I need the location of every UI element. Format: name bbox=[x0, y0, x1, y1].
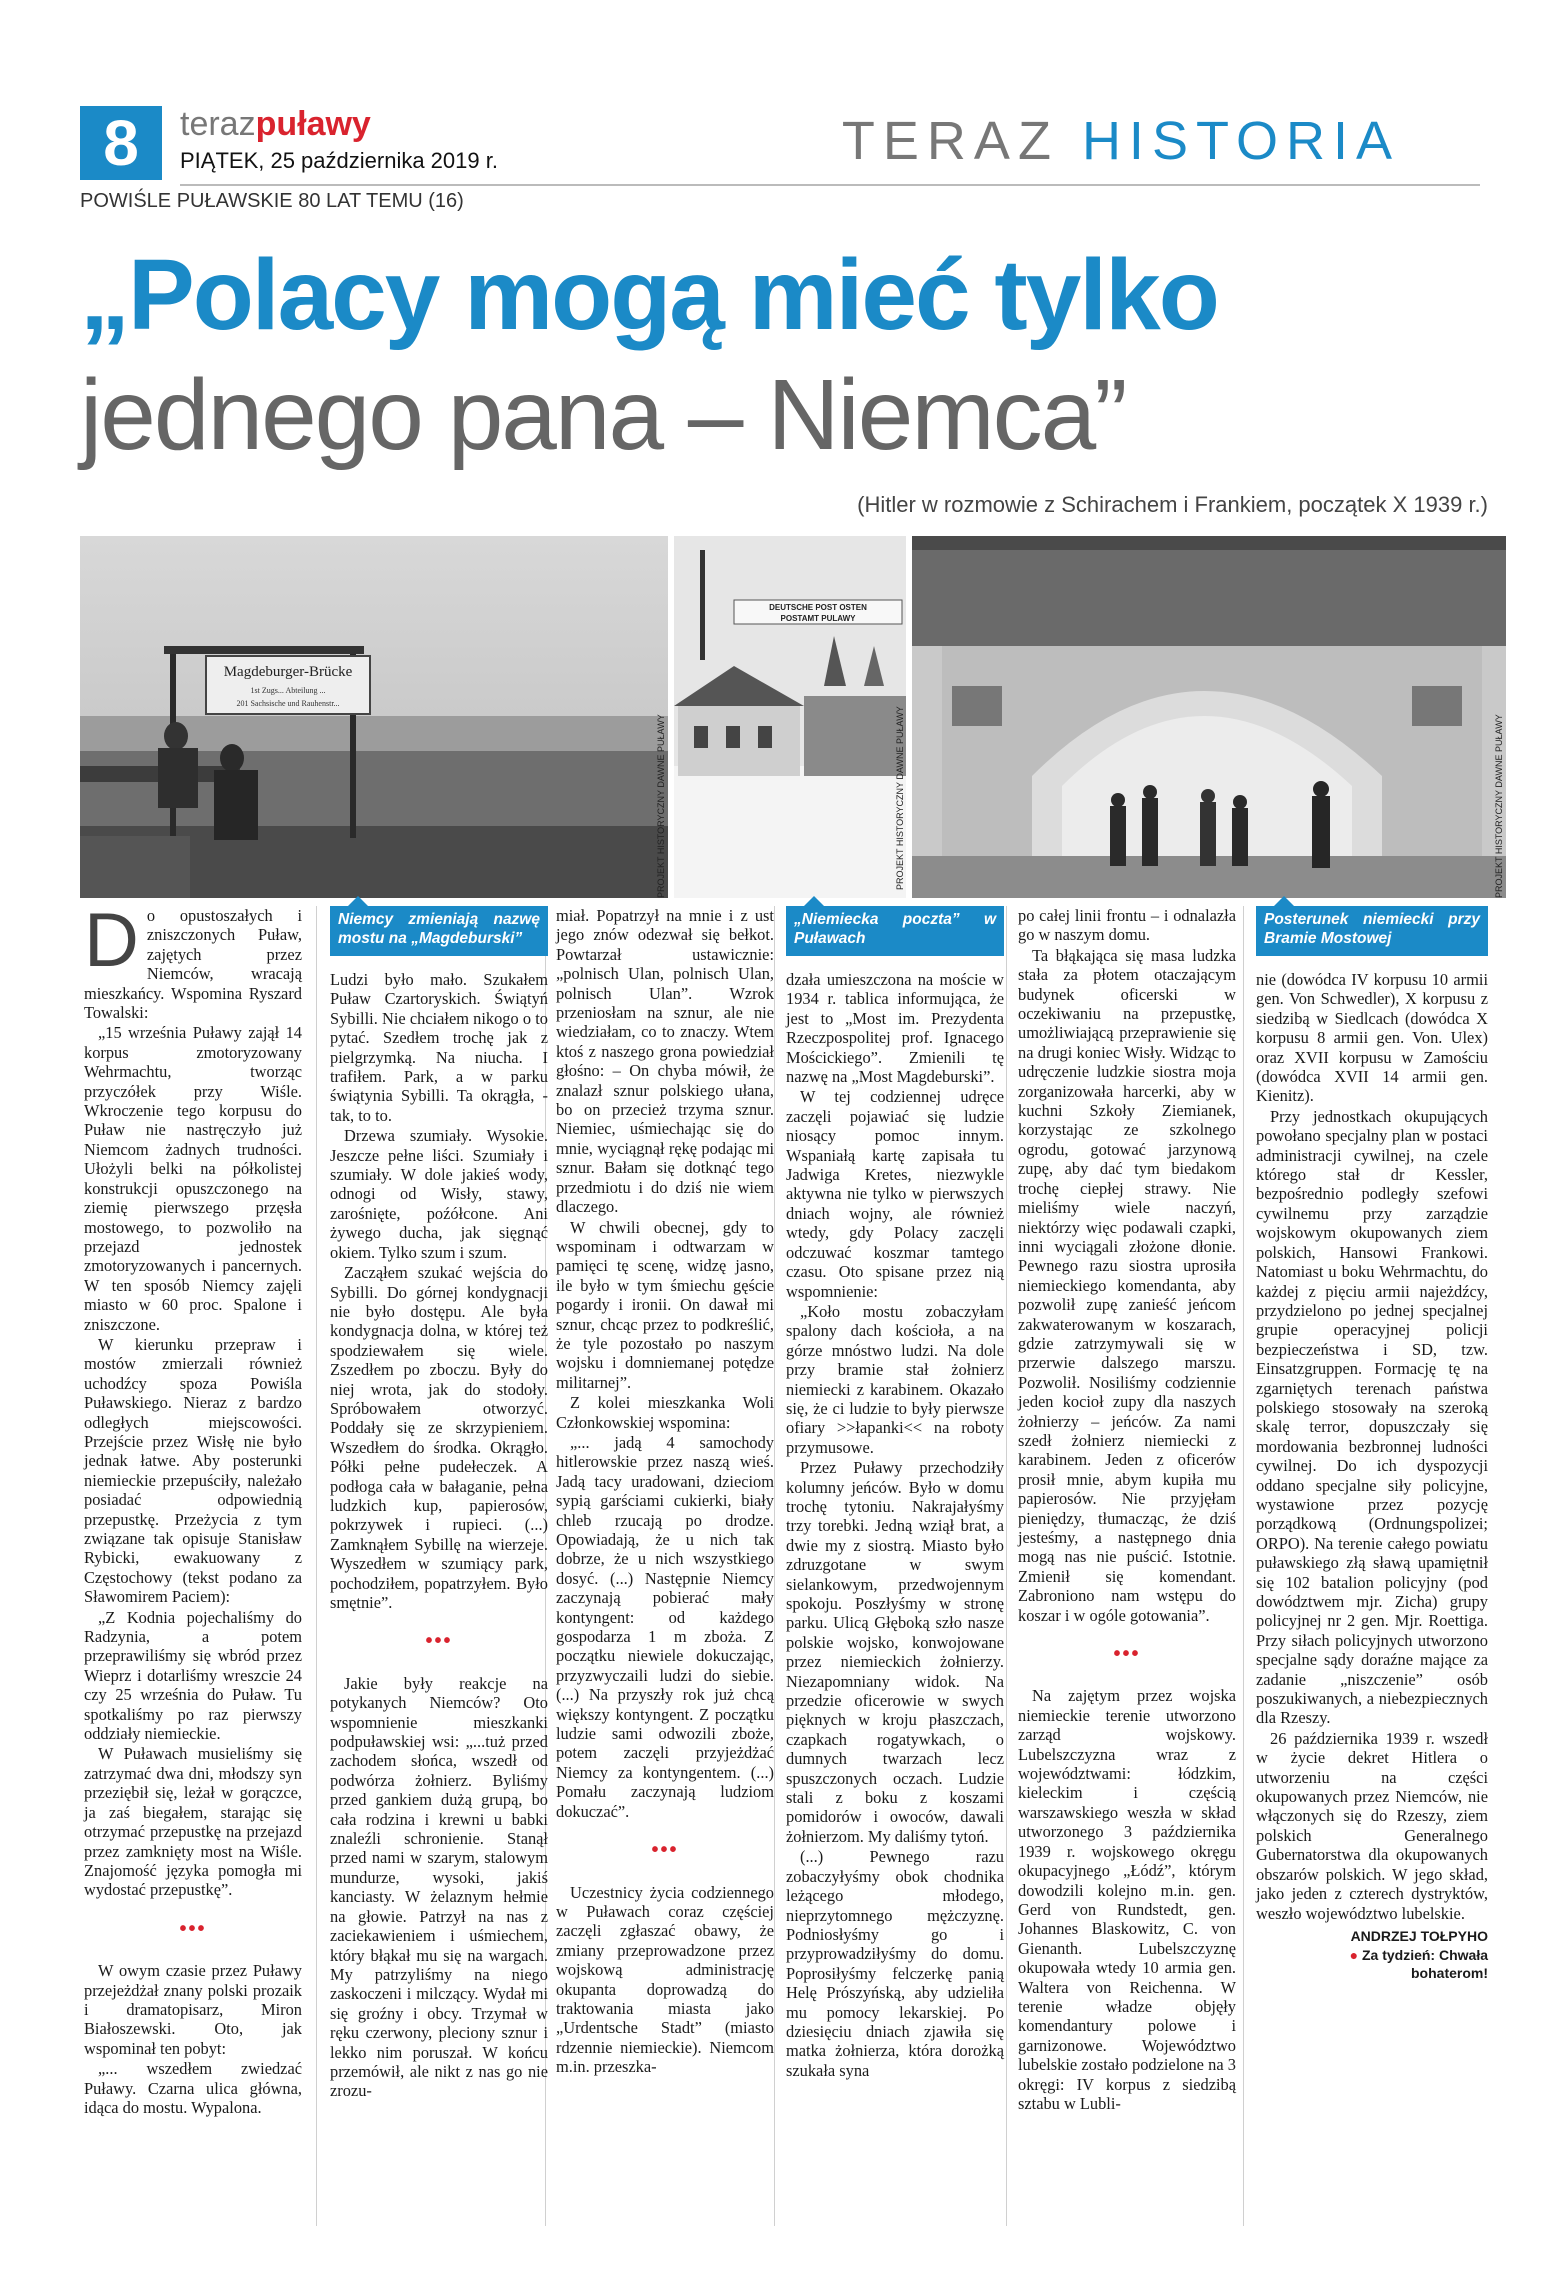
section-separator: ••• bbox=[651, 1839, 679, 1862]
article-paragraph: W kierunku przepraw i mostów zmierzali również uchodźcy spoza Powiśla Puławskiego. Nieraz z bardzo odległych miejscowości. Przejście przez Wisłę nie było jednak łatwe. Aby posterunki niemieckie przepuściły, należało posiadać odpowiednią przepustkę. Przeżycia z tym związane tak opisuje Stanisław Rybicki, ewakuowany z Częstochowy (tekst podano za Sławomirem Paciem): bbox=[84, 1334, 302, 1607]
article-paragraph: Ludzi było mało. Szukałem Puław Czartoryskich. Świątyń Sybilli. Nie chciałem nikogo o to pytać. Szedłem trochę jak z pielgrzymką. Na niucha. I trafiłem. Park, a w parku świątynia Sybilli. Ta okrągła, - tak, to to. bbox=[330, 970, 548, 1125]
article-paragraph: „... wszedłem zwiedzać Puławy. Czarna ulica główna, idąca do mostu. Wypalona. bbox=[84, 2059, 302, 2117]
article-paragraph: Przy jednostkach okupujących powołano specjalny plan w postaci administracji cywilnej, na czele którego stał dr Kessler, bezpośrednio podległy szefowi cywilnemu przy zarządzie wojskowym okupowanych ziem polskich, Hansowi Frankowi. Natomiast u boku Wehrmachtu, do każdej z pięciu armii najeżdźcy, przydzielono po jednej specjalnej grupie operacyjnej policji bezpieczeństwa i SD, tzw. Einsatzgruppen. Formację tę na zgarniętych terenach państwa polskiego stosowały na szeroką skalę terror, dopuszczały się mordowania bezbronnej ludności cywilnej. Do ich dyspozycji oddano specjalne siły policyjne, wystawione przez pozycję porządkową (Ordnungspolizei; ORPO). Na terenie całego powiatu puławskiego złą sławą upamiętnił się 102 batalion policyjny (pod dowództwem mjr. Zicha) grupy policyjnej nr 2 gen. Mjr. Roettiga. Przy siłach policyjnych utworzono specjalne sądy doraźne mające za zadanie „niszczenie” osób poszukiwanych, a niebezpiecznych dla Rzeszy. bbox=[1256, 1106, 1488, 1728]
article-paragraph: (...) Pewnego razu zobaczyłyśmy obok chodnika leżącego młodego, nieprzytomnego mężczyznę. Podniosłyśmy go i przyprowadziłyśmy do domu. Poprosiłyśmy felczerkę panią Helę Prószyńską, aby udzieliła mu pomocy lekarskiej. Po dziesięciu dniach zjawiła się matka żołnierza, która dorożką szukała syna bbox=[786, 1847, 1004, 2080]
section-title-highlight: HISTORIA bbox=[1081, 111, 1400, 171]
photo-credit-2: PROJEKT HISTORYCZNY DAWNE PUŁAWY bbox=[895, 706, 905, 890]
photo1-sign-line-1: 1st Zugs... Abteilung ... bbox=[250, 686, 326, 695]
article-column-3 bbox=[556, 906, 774, 2078]
photo2-banner-line-2: POSTAMT PULAWY bbox=[780, 614, 856, 623]
article-column-6 bbox=[1256, 906, 1488, 1982]
column-rule bbox=[1243, 906, 1244, 2226]
photo1-sign-title: Magdeburger-Brücke bbox=[223, 664, 353, 680]
next-week-line-1: Za tydzień: Chwała bbox=[1361, 1947, 1488, 1964]
article-paragraph: po całej linii frontu – i odnalazła go w naszym domu. bbox=[1018, 906, 1236, 945]
article-paragraph: Z kolei mieszkanka Woli Członkowskiej wspomina: bbox=[556, 1393, 774, 1432]
headline-line-2: jednego pana – Niemca” bbox=[80, 359, 1126, 471]
photo-caption-post: „Niemiecka poczta” w Puławach bbox=[786, 906, 1004, 956]
article-paragraph: W tej codziennej udręce zaczęli pojawiać się ludzie niosący pomoc innym. Wspaniałą kartę zapisała tu Jadwiga Kretes, niezwykle aktywna nie tylko w pierwszych dniach wojny, ale również wtedy, gdy Polacy zaczęli odczuwać koszmar tamtego czasu. Oto spisane przez nią wspomnienie: bbox=[786, 1087, 1004, 1301]
article-paragraph: Zacząłem szukać wejścia do Sybilli. Do górnej kondygnacji nie było dostępu. Ale była kondygnacja dolna, w której też spodziewałem się wiele. Zszedłem po zboczu. Były do niej wrota, jak do stodoły. Spróbowałem otworzyć. Poddały się ze skrzypieniem. Wszedłem do środka. Okrągło. Półki pełne pudełeczek. A podłoga cała w bałaganie, pełna ludzkich kup, papierosów, pokrzywek i rupieci. (...) Zamknąłem Sybillę na wierzeje. Wyszedłem w szumiący park, pochodziłem, popatrzyłem. Było smętnie”. bbox=[330, 1263, 548, 1612]
article-column-5 bbox=[1018, 906, 1236, 2114]
article-paragraph: dzała umieszczona na moście w 1934 r. tablica informująca, że jest to „Most im. Prezydenta Rzeczpospolitej prof. Ignacego Mościckiego”. Zmienili tę nazwę na „Most Magdeburski”. bbox=[786, 970, 1004, 1087]
brand-logo bbox=[180, 104, 371, 144]
next-week-teaser bbox=[1256, 1946, 1488, 1982]
headline-subtitle: (Hitler w rozmowie z Schirachem i Frankiem, początek X 1939 r.) bbox=[857, 492, 1488, 517]
photo2-banner-line-1: DEUTSCHE POST OSTEN bbox=[769, 603, 867, 612]
photo-german-post bbox=[674, 536, 906, 898]
photo-credit-3: PROJEKT HISTORYCZNY DAWNE PUŁAWY bbox=[1494, 714, 1504, 898]
photo-caption-gate: Posterunek niemiecki przy Bramie Mostowej bbox=[1256, 906, 1488, 956]
section-title-plain: TERAZ bbox=[841, 111, 1082, 171]
section-separator: ••• bbox=[1113, 1643, 1141, 1666]
article-paragraph: nie (dowódca IV korpusu 10 armii gen. Von Schwedler), X korpusu z siedzibą w Siedlcach (dowódca X korpusu 8 armii gen. Von. Ulex) oraz XVII korpusu w Zamościu (dowódca XVII 14 armii gen. Kienitz). bbox=[1256, 970, 1488, 1106]
article-paragraph: Na zajętym przez wojska niemieckie terenie utworzono zarząd wojskowy. Lubelszczyzna wraz z województwami: łódzkim, kieleckim i częścią warszawskiego weszła w skład utworzonego 3 października 1939 r. wojskowego okręgu okupacyjnego „Łódź”, którym dowodzili kolejno m.in. gen. Gerd von Rundstedt, gen. Johannes Blaskowitz, C. von Gienanth. Lubelszczyznę okupowała wtedy 10 armia gen. Waltera von Reichenna. W terenie władze objęły komendantury polowe i garnizonowe. Województwo lubelskie zostało podzielone na 3 okręgi: IV korpus z siedzibą sztabu w Lubli- bbox=[1018, 1686, 1236, 2113]
photo-bridge-gate bbox=[912, 536, 1506, 898]
photo-caption-bridge: Niemcy zmieniają nazwę mostu na „Magdeburski” bbox=[330, 906, 548, 956]
column-rule bbox=[316, 906, 317, 2226]
article-paragraph: „15 września Puławy zajął 14 korpus zmotoryzowany Wehrmachtu, tworząc przyczółek przy Wiśle. Wkroczenie tego korpusu do Puław nie nastręczyło już Niemcom żadnych trudności. Ułożyli belki na półkolistej konstrukcji opuszczonego na ziemię pierwszego przęsła mostowego, to pozwoliło na przejazd jednostek zmotoryzowanych i pancernych. W ten sposób Niemcy zajęli miasto w 60 proc. Spalone i zniszczone. bbox=[84, 1023, 302, 1334]
photo-credit-1: PROJEKT HISTORYCZNY DAWNE PUŁAWY bbox=[656, 714, 666, 898]
article-paragraph: „... jadą 4 samochody hitlerowskie przez naszą wieś. Jadą tacy uradowani, dzieciom sypią garściami cukierki, biały chleb rzucają po drodze. Opowiadają, że u nich tak dobrze, że u nich wszystkiego dosyć. (...) Następnie Niemcy zaczynają pobierać mały kontyngent: od każdego gospodarza 1 m zboża. Z początku niewiele dokuczając, przyzwyczaili ludzi do siebie. (...) Na przyszły rok już chcą większy kontyngent. Z początku ludzie sami odwozili zboże, potem zaczęli przyjeżdżać Niemcy za kontyngentem. (...) Pomału zaczynają ludziom dokuczać”. bbox=[556, 1432, 774, 1821]
article-paragraph: 26 października 1939 r. wszedł w życie dekret Hitlera o utworzeniu na części okupowanych przez Niemców, nie włączonych się do Rzeszy, ziem polskich Generalnego Gubernatorstwa dla okupowanych obszarów polskich. W jego skład, jako jeden z czterech dystryktów, weszło województwo lubelskie. bbox=[1256, 1728, 1488, 1923]
article-paragraph: W Puławach musieliśmy się zatrzymać dwa dni, młodszy syn przeziębił się, leżał w gorączce, ja zaś biegałem, starając się otrzymać przepustkę na przejazd przez zamknięty most na Wiśle. Znajomość języka pomogła mi wydostać przepustkę”. bbox=[84, 1744, 302, 1900]
section-separator: ••• bbox=[179, 1917, 207, 1940]
next-week-line-2: bohaterom! bbox=[1411, 1965, 1488, 1982]
headline-line-1: „Polacy mogą mieć tylko bbox=[80, 239, 1218, 351]
article-paragraph: Uczestnicy życia codziennego w Puławach coraz częściej zaczęli zgłaszać obawy, że zmiany przeprowadzone przez wojskową administrację okupanta doprowadzą do traktowania miasta jako „Urdentsche Stadt” (miasto rdzennie niemieckie). Niemcom m.in. przeszka- bbox=[556, 1882, 774, 2077]
author-byline: ANDRZEJ TOŁPYHO bbox=[1350, 1927, 1488, 1944]
article-paragraph: Przez Puławy przechodziły kolumny jeńców. Było w domu trochę tytoniu. Nakrajałyśmy trzy torebki. Jedną wziął brat, a dwie my z siostrą. Miasto było zdruzgotane w swym sielankowym, przedwojennym spokoju. Poszłyśmy w stronę parku. Ulicą Głęboką szło nasze polskie wojsko, konwojowane przez niemieckich żołnierzy. Niezapomniany widok. Na przedzie oficerowie w swych pięknych w kroju płaszczach, czapkach rogatywkach, o dumnych twarzach lecz spuszczonych oczach. Ludzie stali z boku z koszami pomidorów i owoców, dawali żołnierzom. My daliśmy tytoń. bbox=[786, 1458, 1004, 1846]
header-rule bbox=[180, 184, 1480, 186]
article-paragraph bbox=[84, 898, 302, 1023]
brand-teraz: teraz bbox=[180, 105, 256, 143]
section-separator: ••• bbox=[425, 1630, 453, 1653]
article-paragraph: Drzewa szumiały. Wysokie. Jeszcze pełne liści. Szumiały i szumiały. W dole jakieś wody, odnogi od Wisły, stawy, zarośnięte, poźółcone. Ani żywego ducha, jak sięgnąć okiem. Tylko szum i szum. bbox=[330, 1126, 548, 1262]
article-paragraph: miał. Popatrzył na mnie i z ust jego znów odezwał się bełkot. Powtarzał ustawicznie: „polnisch Ulan, polnisch Ulan, polnisch Ulan”. Wzrok przeniosłam na sznur, ale nie wiedziałam, co to znaczy. Wtem ktoś z naszego grona powiedział głośno: – On chyba mówił, że znalazł sznur polskiego ułana, bo on przecież trzyma sznur. Niemiec, uśmiechając się do mnie, wyciągnął rękę podając mi sznur. Bałam się dotknąć tego przedmiotu i do dziś nie wiem dlaczego. bbox=[556, 906, 774, 1217]
issue-date: PIĄTEK, 25 października 2019 r. bbox=[180, 148, 498, 173]
page-number: 8 bbox=[80, 106, 162, 180]
article-paragraph: Jakie były reakcje na potykanych Niemców? Oto wspomnienie mieszkanki podpuławskiej wsi: „...tuż przed zachodem słońca, wszedł od podwórza żołnierz. Byliśmy przed gankiem dużą grupą, bo cała rodzina i krewni u babki znaleźli schronienie. Stanął przed nami w szarym, stalowym mundurze, wysoki, jakiś kanciasty. W żelaznym hełmie na głowie. Patrzył na nas z zaciekawieniem i uśmiechem, który błąkał mu się na wargach. My patrzyliśmy na niego zaskoczeni i milczący. Wydał mi się groźny i obcy. Trzymał w ręku czerwony, pleciony sznur i lekko nim poruszał. W końcu przemówił, ale nikt z nas go nie zrozu- bbox=[330, 1673, 548, 2101]
article-paragraph: W chwili obecnej, gdy to wspominam i odtwarzam w pamięci tę scenę, widzę jasno, ile było w tym śmiechu gęście pogardy i ironii. On dawał mi sznur, chcąc przez to podkreślić, że tyle pozostało po naszym wojsku i domniemanej potędze militarnej”. bbox=[556, 1217, 774, 1392]
photo-magdeburg-bridge bbox=[80, 536, 668, 898]
article-column-2 bbox=[330, 906, 548, 2102]
photo1-sign-line-2: 201 Sachsische und Rauhenstr... bbox=[236, 699, 340, 708]
page-header bbox=[80, 98, 1480, 178]
article-paragraph: Ta błąkająca się masa ludzka stała za płotem otaczającym budynek oficerski w oczekiwaniu na przepustkę, umożliwiającą przeprawienie się na drugi koniec Wisły. Widząc to udręczenie ludzkie siostra moja zorganizowała harcerki, aby w kuchni Szkoły Ziemianek, korzystając ze szkolnego ogrodu, gotować jarzynową zupę, aby dać tym biedakom trochę ciepłej strawy. Nie mieliśmy wiele naczyń, niektórzy więc podawali czapki, inni wyciągali złożone dłonie. Pewnego razu siostra uprosiła niemieckiego komendanta, aby pozwolił zupę zanieść jeńcom zakwaterowanym w koszarach, gdzie zatrzymywali się w przerwie dalszego marszu. Pozwolił. Nosiliśmy codziennie jeden kocioł zupy dla naszych żołnierzy – jeńców. Za nami szedł żołnierz niemiecki z karabinem. Jeden z oficerów prosił mnie, abym kupiła mu papierosów. Nie przyjęłam pieniędzy, tłumacząc, że dziś jesteśmy, a następnego dnia mogą nas nie puścić. Istotnie. Zmienił się komendant. Zabroniono nam wstępu do koszar i w ogóle gotowania”. bbox=[1018, 945, 1236, 1625]
article-column-4 bbox=[786, 906, 1004, 2081]
article-paragraph: „Z Kodnia pojechaliśmy do Radzynia, a potem przeprawiliśmy się wbród przez Wieprz i dotarliśmy wreszcie 24 czy 25 września do Puław. Tu spotkaliśmy po raz pierwszy oddziały niemieckie. bbox=[84, 1607, 302, 1744]
article-paragraph: W owym czasie przez Puławy przejeżdżał znany polski prozaik i dramatopisarz, Miron Białoszewski. Oto, jak wspominał ten pobyt: bbox=[84, 1961, 302, 2058]
bullet-dot-icon: ● bbox=[1349, 1947, 1359, 1964]
article-paragraph: „Koło mostu zobaczyłam spalony dach kościoła, a na górze mnóstwo ludzi. Na dole przy bramie stał żołnierz niemiecki z karabinem. Okazało się, że ci ludzie to były pierwsze ofiary >>łapanki<< na roboty przymusowe. bbox=[786, 1301, 1004, 1457]
section-title bbox=[842, 110, 1400, 172]
column-rule bbox=[774, 906, 775, 2226]
article-column-1 bbox=[84, 898, 302, 2118]
series-label: POWIŚLE PUŁAWSKIE 80 LAT TEMU (16) bbox=[80, 190, 464, 212]
paragraph-text: o opustoszałych i zniszczonych Puław, zajętych przez Niemców, wracają mieszkańcy. Wspomina Ryszard Towalski: bbox=[84, 906, 302, 1023]
brand-pulawy: puławy bbox=[255, 105, 371, 143]
column-rule bbox=[1006, 906, 1007, 2226]
drop-cap: D bbox=[84, 898, 139, 983]
